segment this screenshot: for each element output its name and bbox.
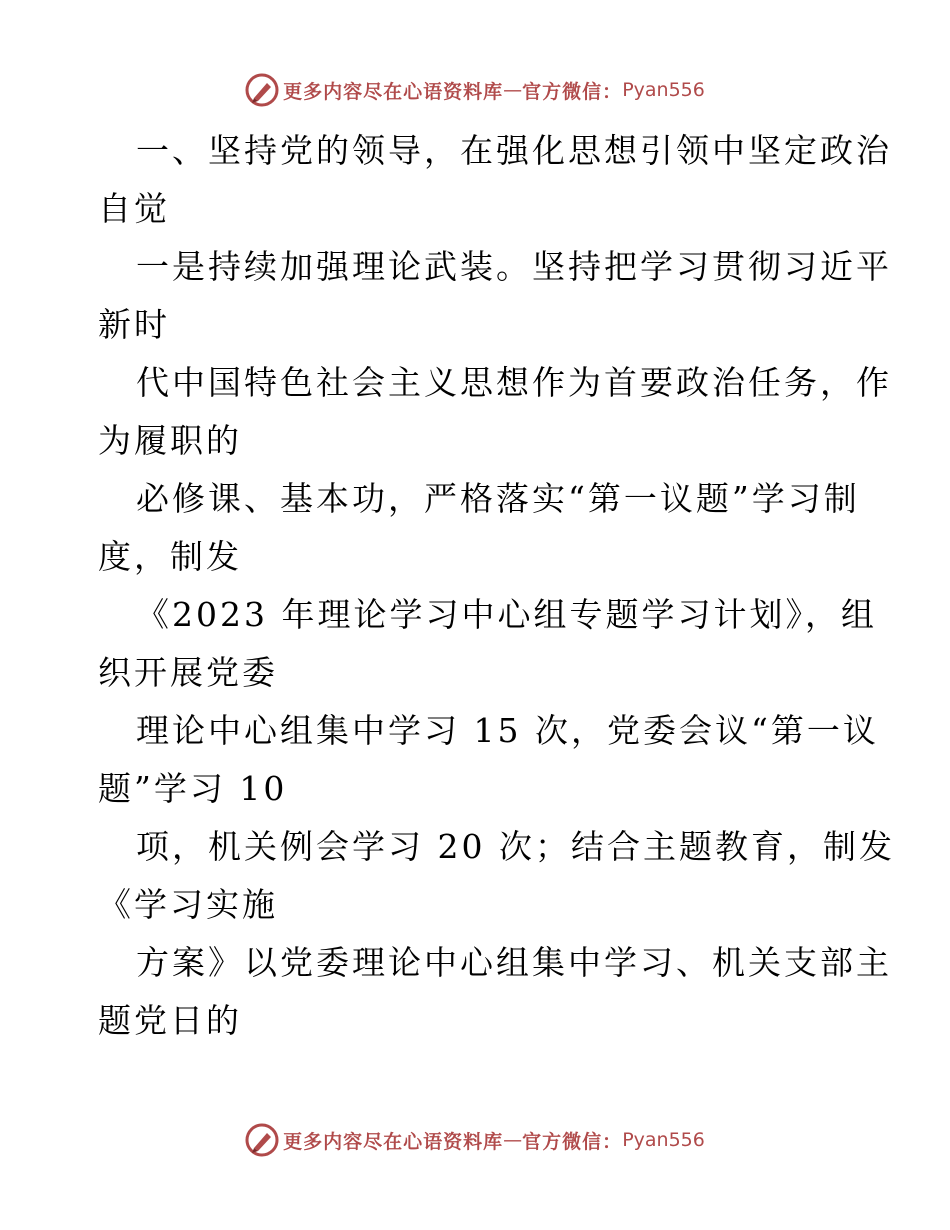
footer-watermark-banner [0, 1120, 950, 1160]
banner-wechat-id: Pyan556 [622, 79, 705, 101]
header-watermark-banner [0, 70, 950, 110]
body-line: 新时 [98, 305, 170, 344]
banner-wechat-label: 官方微信： [522, 80, 623, 103]
body-line: 度，制发 [98, 537, 242, 576]
body-line: 题党日的 [98, 1001, 242, 1040]
pen-logo-icon [245, 73, 279, 107]
body-line: 方案》以党委理论中心组集中学习、机关支部主 [136, 943, 892, 982]
body-line: 织开展党委 [98, 653, 278, 692]
banner-brand-text: 更多内容尽在心语资料库 [283, 80, 504, 103]
body-line: 《2023 年理论学习中心组专题学习计划》，组 [136, 595, 877, 634]
body-line: 必修课、基本功，严格落实“第一议题”学习制 [136, 479, 860, 518]
document-body [98, 122, 895, 1050]
body-line: 为履职的 [98, 421, 242, 460]
body-line: 代中国特色社会主义思想作为首要政治任务，作 [136, 363, 892, 402]
body-line: 自觉 [98, 189, 170, 228]
banner-dash: — [503, 1129, 523, 1151]
banner-wechat-id: Pyan556 [622, 1129, 705, 1151]
banner-wechat-label: 官方微信： [522, 1130, 623, 1153]
body-line: 《学习实施 [98, 885, 278, 924]
pen-logo-icon [245, 1123, 279, 1157]
banner-brand-text: 更多内容尽在心语资料库 [283, 1130, 504, 1153]
body-line: 理论中心组集中学习 15 次，党委会议“第一议 [136, 711, 879, 750]
body-line: 一、坚持党的领导，在强化思想引领中坚定政治 [136, 131, 892, 170]
banner-dash: — [503, 79, 523, 101]
body-line: 项，机关例会学习 20 次；结合主题教育，制发 [136, 827, 895, 866]
body-line: 一是持续加强理论武装。坚持把学习贯彻习近平 [136, 247, 892, 286]
body-line: 题”学习 10 [98, 769, 288, 808]
